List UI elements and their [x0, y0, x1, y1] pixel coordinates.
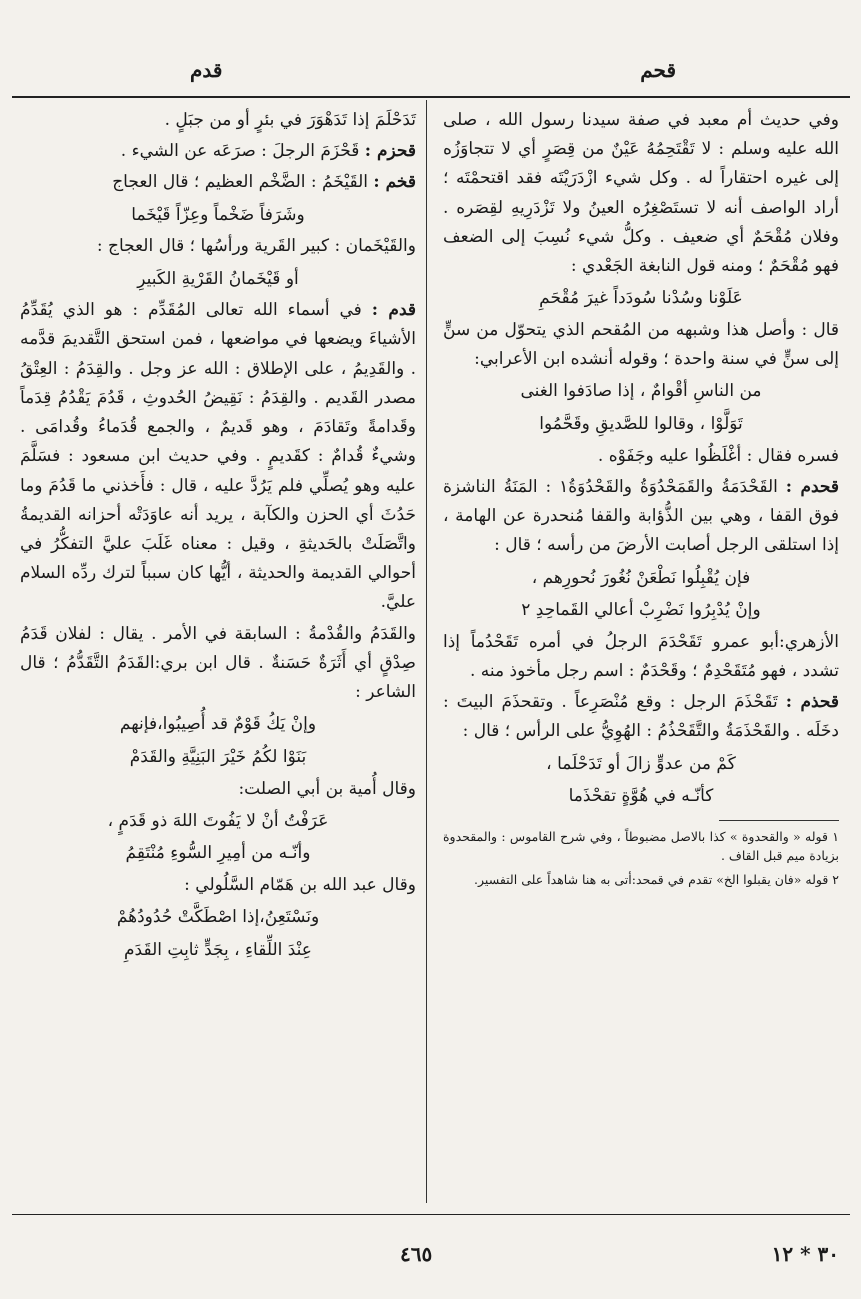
- headword: قدم :: [371, 300, 416, 321]
- verse-line: [20, 742, 416, 773]
- entry-text: وأنّـه من أمِيرِ السُّوءِ مُنْتَقِمُ: [125, 843, 311, 864]
- headword: قحزم :: [364, 141, 416, 162]
- entry-paragraph: [20, 775, 416, 804]
- verse-line: [443, 283, 839, 314]
- verse-line: [20, 806, 416, 837]
- verse-line: [443, 563, 839, 594]
- verse-line: [443, 409, 839, 440]
- signature-mark: ٣٠ * ١٢: [771, 1242, 839, 1266]
- entry-paragraph: [443, 473, 839, 561]
- entry-text: وقال عبد الله بن هَمّام السَّلُولي :: [184, 875, 416, 896]
- verse-line: [20, 200, 416, 231]
- verse-line: [443, 749, 839, 780]
- entry-paragraph: [20, 168, 416, 197]
- entry-text: تَدَحْلَمَ إذا تَدَهْوَرَ في بئرٍ أو من جبَلٍ .: [164, 110, 416, 130]
- entry-text: فسره فقال : أغْلَظُوا عليه وجَفَوْه .: [597, 445, 839, 466]
- entry-text: أو قَيْخَمانُ القَرْيةِ الكَبيرِ: [137, 268, 299, 289]
- header-rule: [12, 96, 850, 98]
- entry-paragraph: [20, 871, 416, 900]
- entry-text: عِنْدَ اللِّقاءِ ، بِجَدٍّ ثابِتِ القَدَمِ: [124, 939, 312, 960]
- entry-text: قَحْزَمَ الرجلَ : صرَعَه عن الشيء .: [120, 141, 365, 162]
- footnote: ٢ قوله «فان يقبلوا الخ» تقدم في قمحد:أتى به هنا شاهداً على التفسير.: [474, 871, 839, 887]
- footnote-rule: [719, 820, 839, 821]
- verse-line: [443, 781, 839, 812]
- verse-line: [20, 838, 416, 869]
- entry-text: الأزهري:أبو عمرو تَقَحْدَمَ الرجلُ في أمره تَقَحْدُماً إذا تشدد ، فهو مُتَقَحْدِمٌ ؛ وقَحْدَمٌ : اسم رجل مأخوذ منه .: [443, 631, 839, 682]
- entry-text: بَنَوْا لكُمُ خَيْرَ البَنِيَّةِ والقَدَمْ: [129, 747, 307, 767]
- entry-text: عَلَوْنا وسُدْنا سُودَداً غيرَ مُقْحَمِ: [539, 288, 743, 309]
- entry-text: من الناسِ أقْوامٌ ، إذا صادَفوا الغنى: [520, 381, 762, 402]
- verse-line: [443, 376, 839, 407]
- headword: قحدم :: [785, 476, 839, 497]
- verse-line: [20, 709, 416, 740]
- entry-paragraph: [443, 688, 839, 746]
- verse-line: [20, 264, 416, 295]
- left-column: [20, 106, 416, 967]
- entry-paragraph: [20, 620, 416, 708]
- entry-paragraph: [20, 106, 416, 135]
- entry-paragraph: [443, 628, 839, 686]
- entry-text: قال : وأصل هذا وشبهه من المُقحم الذي يتحوّل من سنٍّ إلى سنٍّ في سنة واحدة ؛ وقوله أنشده ابن الأعرابي:: [443, 320, 839, 370]
- headword: قحذم :: [785, 692, 840, 713]
- entry-paragraph: [443, 106, 839, 281]
- right-column: [443, 106, 839, 893]
- right-running-head: قحم: [640, 58, 676, 82]
- entry-text: في أسماء الله تعالى المُقَدِّم : هو الذي يُقَدِّمُ الأشياءَ ويضعها في مواضعها ، فمن استحق التَّقديمَ قدَّمه . والقَدِيمُ ، على الإطلاق : الله عز وجل . والقِدَمُ : العِتْقُ مصدر القَديم . والقِدَمُ : نَقِيضُ الحُدوثِ ، قَدُمَ يَقْدُمُ قِدَماً وقَدامةً وتَقادَمَ ، وهو قَديمٌ ، والجمع قُدَماءُ وقُدامَى . وشيءٌ قُدامٌ : كقَديمٍ . وفي حديث ابن مسعود : فسَلَّمَ عليه وهو يُصلِّي فلم يَرُدَّ عليه ، قال : فأَخذني ما قَدُمَ وما حَدُثَ أي الحزن والكآبة ، يريد أنه عاوَدَتْه أحزانه القديمةُ واتَّصَلَتْ بالحَديثةِ ، وقيل : معناه غَلَبَ عليَّ التفكُّرُ في أحوالي القديمة والحديثة ، أيُّها كان سبباً لترك ردِّه السلام عليَّ.: [20, 300, 416, 613]
- entry-text: وإنْ يَكُ قَوْمٌ قد أُصِيبُوا،فإنهم: [119, 714, 317, 735]
- page-number: ٤٦٥: [400, 1242, 433, 1266]
- entry-paragraph: [443, 442, 839, 471]
- entry-text: كَمْ من عدوٍّ زالَ أو تَدَحْلَما ،: [546, 753, 736, 774]
- entry-text: وقال أُمية بن أبي الصلت:: [238, 778, 416, 799]
- entry-text: القَحْدَمَةُ والقَمَحْدُوَةُ والقَحْدُوَةُ١ : المَنَةُ الناشزة فوق القفا ، وهي بين الذُّؤابة والقفا مُنحدرة عن الهامة ، إذا استلقى الرجل أصابت الأرضَ من رأسه ؛ قال :: [443, 476, 839, 556]
- verse-line: [20, 902, 416, 933]
- entry-text: وفي حديث أم معبد في صفة سيدنا رسول الله ، صلى الله عليه وسلم : لا تَقْتَحِمُهُ عَيْنٌ من قِصَرٍ أي لا تتجاوَزُه إلى غيره احتقاراً له . وكل شيء ازْدَرَيْتَه فقد اقتحمْتَه ؛ أراد الواصف أنه لا تستَصْغِرُه العينُ ولا تَزْدَرِيهِ لقِصَره . وفلان مُقْحَمٌ أي ضعيف . وكلُّ شيء نُسِبَ إلى الضعف فهو مُقْحَمٌ ؛ ومنه قول النابغة الجَعْدي :: [443, 110, 839, 277]
- column-divider: [426, 100, 427, 1203]
- entry-paragraph: [20, 232, 416, 261]
- footnote: ١ قوله « والقحدوة » كذا بالاصل مضبوطاً ، وفي شرح القاموس : والمقحدوة بزيادة ميم قبل القاف .: [443, 828, 839, 864]
- entry-text: كأنّـه في هُوَّةٍ تقحْذَما: [568, 786, 714, 807]
- entry-text: وشَرَفاً ضَخْماً وعِزّاً قَيْخَما: [131, 204, 305, 225]
- entry-text: وإنْ يُدْبِرُوا نَضْرِبْ أعالي القَماحِدِ ٢: [521, 600, 761, 621]
- entry-text: والقَيْخَمان : كبير القَرية ورأسُها ؛ قال العجاج :: [96, 236, 416, 257]
- entry-paragraph: [20, 296, 416, 618]
- verse-line: [20, 935, 416, 966]
- entry-paragraph: [20, 137, 416, 166]
- entry-text: تَوَلَّوْا ، وقالوا للصَّديقِ وقَحَّمُوا: [539, 414, 743, 435]
- entry-text: ونَسْتَعِنُ،إذا اصْطَكَّتْ حُدُودُهُمْ: [116, 907, 320, 928]
- footer-rule: [12, 1214, 850, 1215]
- entry-text: والقَدَمُ والقُدْمةُ : السابقة في الأمر . يقال : لفلان قَدَمُ صِدْقٍ أي أَثَرَةٌ حَسَنةٌ . قال ابن بري:القَدَمُ التَّقَدُّمُ ؛ قال الشاعر :: [20, 623, 416, 703]
- entry-text: عَرَفْتُ أنْ لا يَفُوتَ اللهَ ذو قَدَمٍ ،: [107, 810, 329, 831]
- entry-text: تَقَحْذَمَ الرجل : وقع مُنْصَرِعاً . وتقحذَمَ البيتَ : دخَلَه . والقَحْذَمَةُ والتَّقَحْذُمُ : الهُوِيُّ على الرأس ؛ قال :: [443, 692, 839, 742]
- entry-text: فإن يُقْبِلُوا نَطْعَنْ نُغُورَ نُحورِهم ،: [531, 567, 751, 588]
- verse-line: [443, 595, 839, 626]
- left-running-head: قدم: [190, 58, 223, 82]
- entry-paragraph: [443, 316, 839, 374]
- headword: قخم :: [373, 172, 416, 193]
- entry-text: القَيْخَمُ : الضَّخْم العظيم ؛ قال العجاج: [112, 172, 374, 193]
